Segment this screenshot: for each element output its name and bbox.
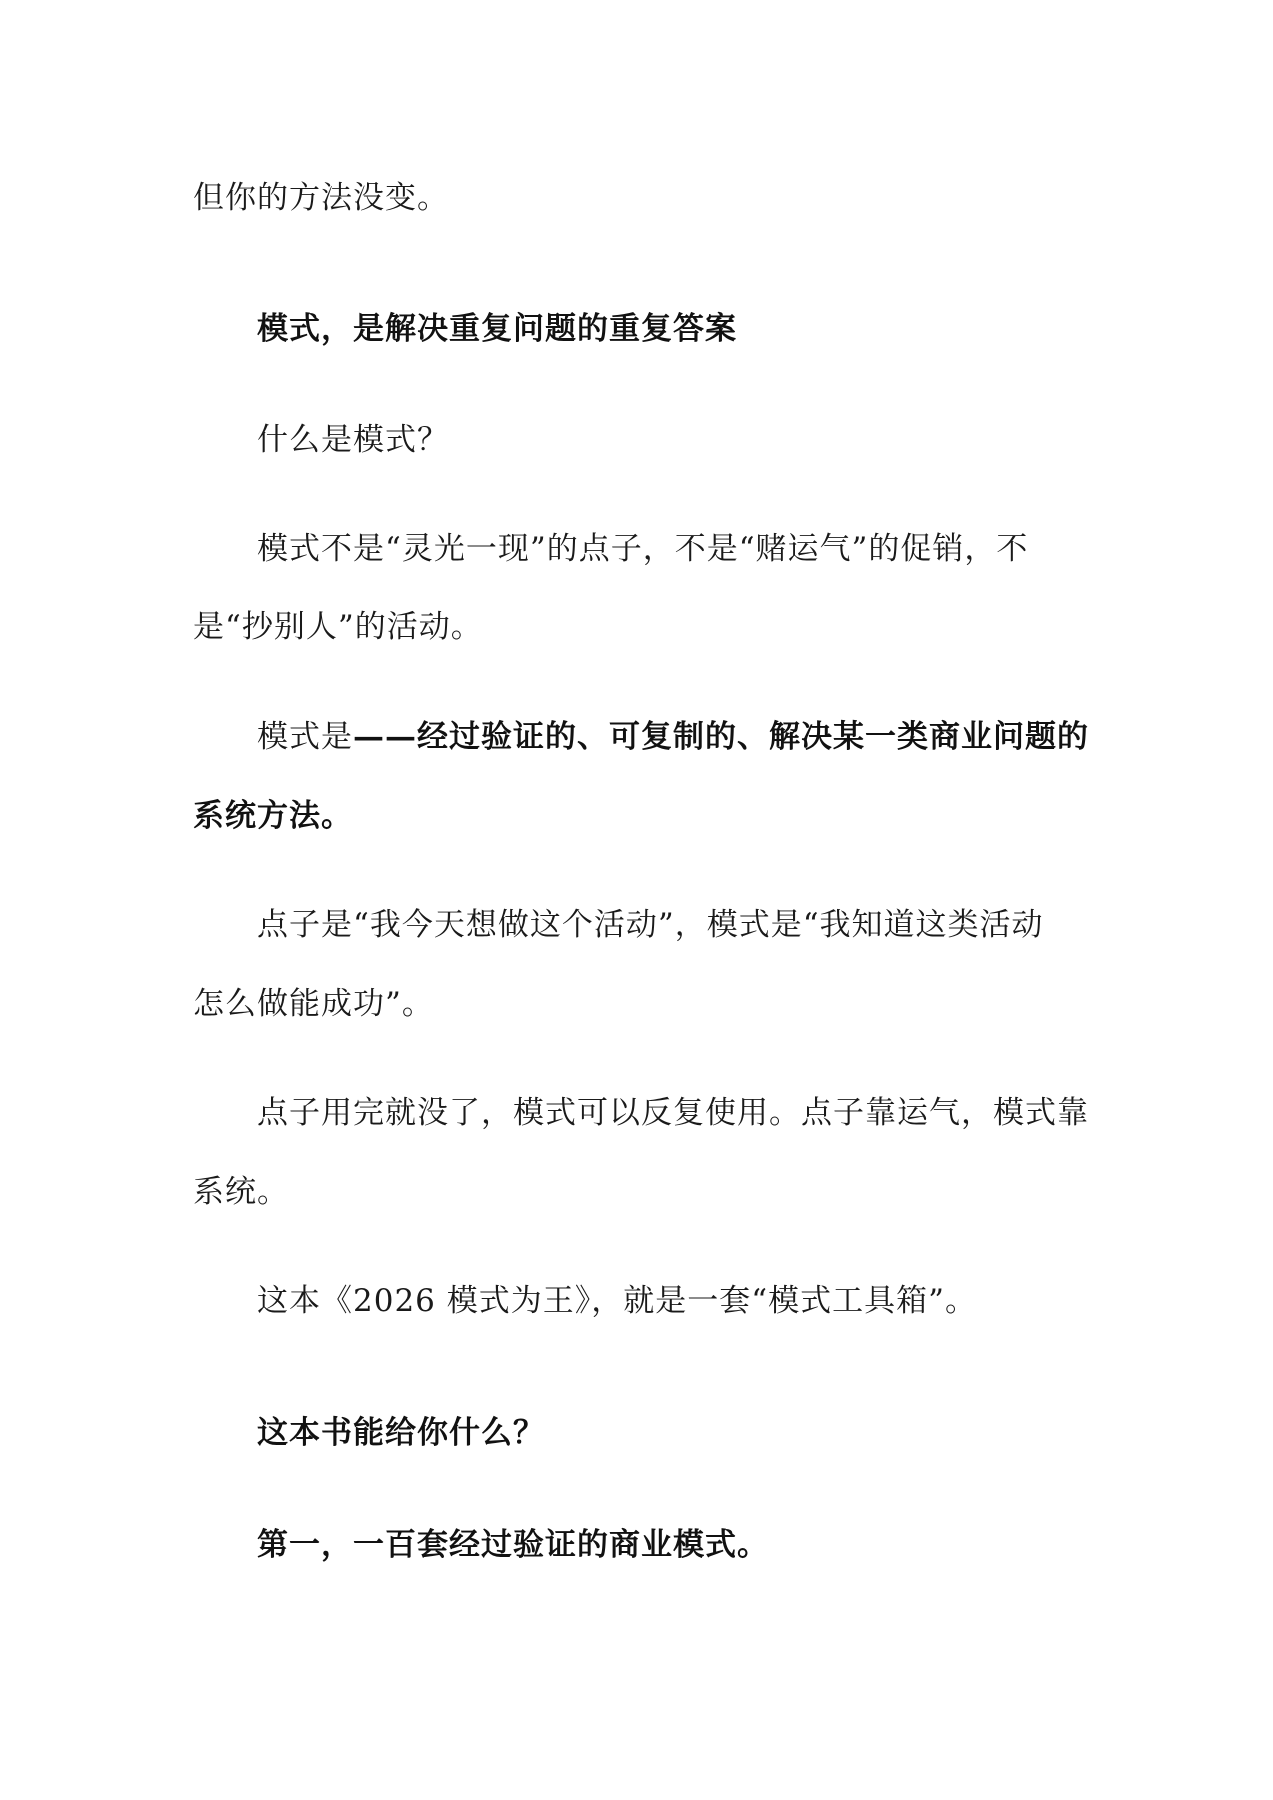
paragraph-line: 这本《2026 模式为王》，就是一套“模式工具箱”。 [257, 1283, 977, 1319]
paragraph-line: 系统。 [193, 1174, 289, 1210]
section-heading: 模式，是解决重复问题的重复答案 [257, 311, 737, 347]
paragraph-line [257, 717, 1089, 757]
paragraph-line: 是“抄别人”的活动。 [193, 609, 483, 645]
paragraph-text: 模式是 [257, 719, 353, 755]
paragraph-line: 模式不是“灵光一现”的点子，不是“赌运气”的促销，不 [257, 531, 1029, 567]
paragraph-line: 点子是“我今天想做这个活动”，模式是“我知道这类活动 [257, 907, 1044, 943]
paragraph-line: 但你的方法没变。 [193, 180, 449, 216]
section-heading: 第一，一百套经过验证的商业模式。 [257, 1527, 769, 1563]
paragraph-line: 什么是模式？ [257, 422, 449, 458]
section-heading: 这本书能给你什么？ [257, 1415, 545, 1451]
emphasis-text: ——经过验证的、可复制的、解决某一类商业问题的 [353, 719, 1089, 755]
emphasis-line: 系统方法。 [193, 798, 353, 834]
paragraph-line: 点子用完就没了，模式可以反复使用。点子靠运气，模式靠 [257, 1095, 1089, 1131]
paragraph-line: 怎么做能成功”。 [193, 986, 434, 1022]
